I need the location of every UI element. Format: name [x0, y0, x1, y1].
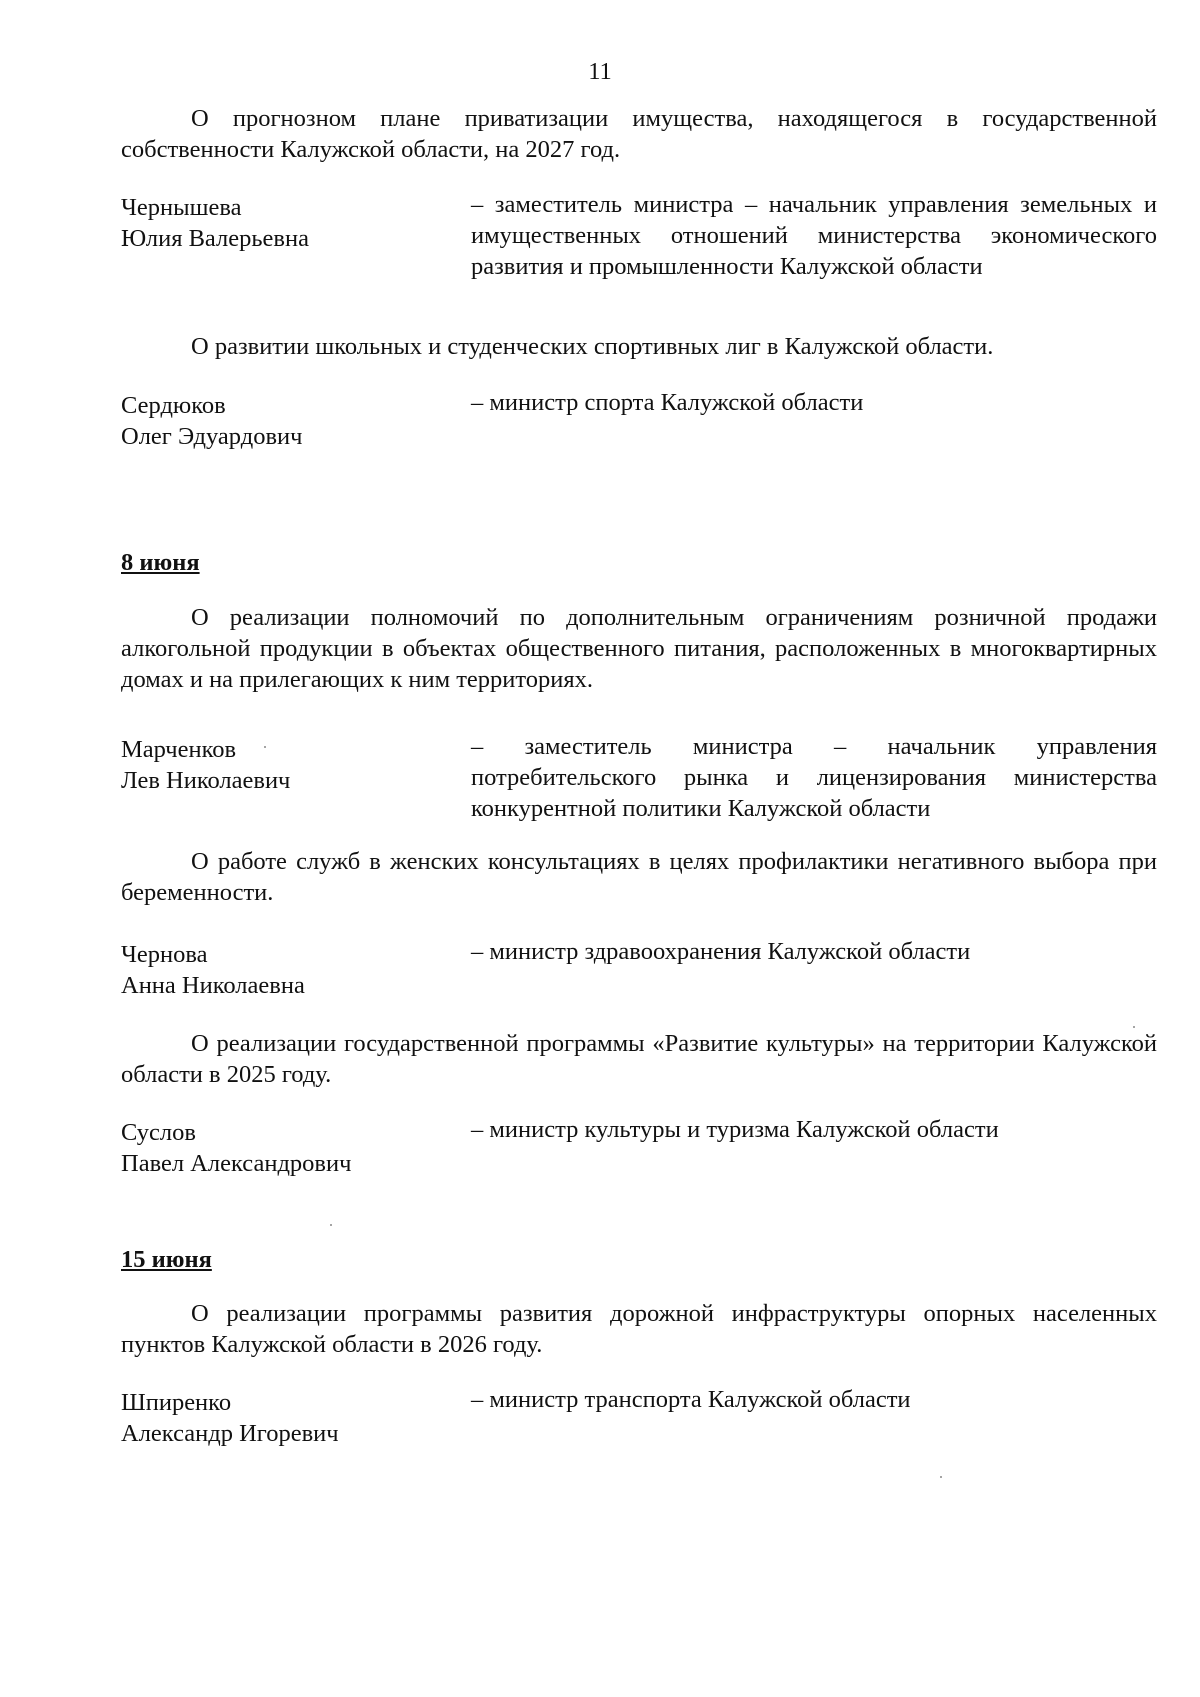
speaker-name: [121, 1117, 451, 1179]
speaker-surname: Марченков: [121, 736, 237, 763]
speaker-surname: Чернышева: [121, 194, 242, 221]
agenda-topic: О реализации государственной программы «Развитие культуры» на территории Калужской области в 2025 году.: [121, 1030, 1157, 1088]
speaker-role: – министр спорта Калужской области: [471, 389, 864, 416]
speaker-role: – министр транспорта Калужской области: [471, 1386, 911, 1413]
scan-speck: [330, 1224, 332, 1226]
speaker-role: – заместитель министра – начальник управления потребительского рынка и лицензирования министерства конкурентной политики Калужской области: [471, 733, 1157, 822]
speaker-name: [121, 939, 451, 1001]
speaker-given-names: Александр Игоревич: [121, 1420, 339, 1447]
speaker-surname: Суслов: [121, 1119, 196, 1146]
date-heading: 8 июня: [121, 549, 200, 576]
scan-speck: [940, 1476, 942, 1478]
date-heading: 15 июня: [121, 1246, 212, 1273]
scan-speck: [1133, 1026, 1135, 1028]
page-number: 11: [588, 58, 612, 85]
speaker-surname: Шпиренко: [121, 1389, 232, 1416]
agenda-topic: О развитии школьных и студенческих спортивных лиг в Калужской области.: [191, 333, 994, 360]
speaker-name: [121, 390, 451, 452]
speaker-role: – заместитель министра – начальник управления земельных и имущественных отношений министерства экономического развития и промышленности Калужской области: [471, 191, 1157, 280]
speaker-given-names: Павел Александрович: [121, 1150, 352, 1177]
agenda-topic: О работе служб в женских консультациях в целях профилактики негативного выбора при беременности.: [121, 848, 1157, 906]
speaker-given-names: Анна Николаевна: [121, 972, 305, 999]
agenda-topic: О реализации полномочий по дополнительным ограничениям розничной продажи алкогольной продукции в объектах общественного питания, расположенных в многоквартирных домах и на прилегающих к ним территориях.: [121, 604, 1157, 693]
agenda-topic: О реализации программы развития дорожной инфраструктуры опорных населенных пунктов Калужской области в 2026 году.: [121, 1300, 1157, 1358]
speaker-surname: Чернова: [121, 941, 208, 968]
agenda-topic: О прогнозном плане приватизации имущества, находящегося в государственной собственности Калужской области, на 2027 год.: [121, 105, 1157, 163]
speaker-role: – министр культуры и туризма Калужской области: [471, 1116, 999, 1143]
speaker-name: [121, 192, 451, 254]
speaker-given-names: Юлия Валерьевна: [121, 225, 309, 252]
scan-speck: [264, 746, 266, 748]
speaker-given-names: Лев Николаевич: [121, 767, 291, 794]
speaker-role: – министр здравоохранения Калужской области: [471, 938, 971, 965]
speaker-given-names: Олег Эдуардович: [121, 423, 303, 450]
speaker-name: [121, 734, 451, 796]
speaker-surname: Сердюков: [121, 392, 226, 419]
speaker-name: [121, 1387, 451, 1449]
